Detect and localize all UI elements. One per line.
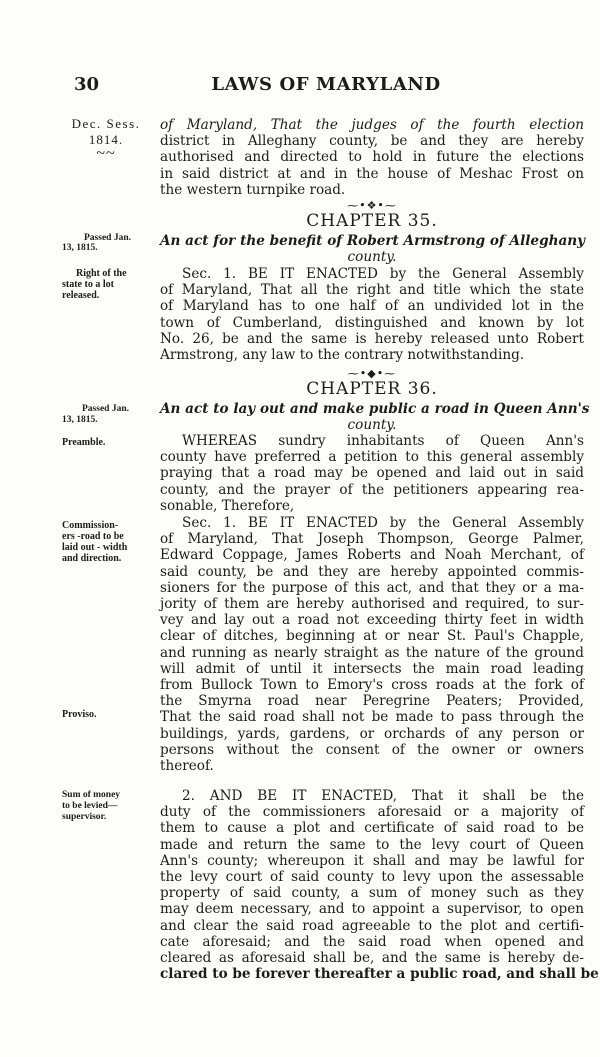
chapter-36-passed-note: Passed Jan. 13, 1815. (62, 404, 129, 425)
text-line: district in Alleghany county, be and they are hereby (160, 133, 584, 150)
intro-paragraph (160, 117, 584, 198)
chapter-35-heading: CHAPTER 35. (306, 211, 438, 231)
chapter-35-section-1: Sec. 1. BE IT ENACTED by the General Assembly of Maryland, That all the right and title which the state of Maryland has to one half of an undivided lot in the town of Cumberland, distinguished and known by lot No. 26, be and the same is hereby released unto Robert Armstrong, any law to the contrary notwithstanding. (160, 266, 584, 364)
session-line-1: Dec. Sess. (71, 116, 141, 131)
session-line-2: 1814. (88, 132, 124, 147)
ornament-divider-1: ⁓•❖•⁓ (347, 199, 397, 212)
chapter-36-heading: CHAPTER 36. (306, 379, 438, 399)
ornament-divider-2: ⁓•◆•⁓ (347, 367, 397, 380)
page-number: 30 (74, 74, 100, 95)
text-line: in said district at and in the house of Meshac Frost on (160, 165, 584, 182)
chapter-35-passed-note: Passed Jan. 13, 1815. (62, 233, 131, 253)
commissioners-margin-note: Commission- ers -road to be laid out - width and direction. (62, 520, 128, 564)
proviso-label: Proviso. (62, 709, 97, 720)
text-line: the western turnpike road. (160, 181, 346, 198)
sum-of-money-margin-note: Sum of money to be levied— supervisor. (62, 790, 121, 822)
session-flourish: ~~ (96, 145, 116, 162)
text-line: authorised and directed to hold in future the elections (160, 149, 584, 166)
chapter-35-margin-note: Right of the state to a lot released. (62, 268, 127, 301)
page-header (74, 74, 578, 100)
chapter-36-section-2: 2. AND BE IT ENACTED, That it shall be the duty of the commissioners aforesaid or a majority of them to cause a plot and certificate of said road to be made and return the same to the levy court of Queen Ann's county; whereupon it shall and may be lawful for the levy court of said county to levy upon the assessable property of said county, a sum of money such as they may deem necessary, and to appoint a supervisor, to open and clear the said road agreeable to the plot and certifi- cate aforesaid; and the said road when opened and cleared as aforesaid shall be, and the same is hereby de- clared to be forever thereafter a public road, and shall be (160, 788, 599, 983)
chapter-36-section-1: Sec. 1. BE IT ENACTED by the General Assembly of Maryland, That Joseph Thompson, George Palmer, Edward Coppage, James Roberts and Noah Merchant, of said county, be and they are hereby appointed commis- sioners for the purpose of this act, and that they or a ma- jority of them are hereby authorised and required, to sur- vey and lay out a road not exceeding thirty feet in width clear of ditches, beginning at or near St. Paul's Chapple, and running as nearly straight as the nature of the ground will admit of until it intersects the main road leading from Bullock Town to Emory's cross roads at the fork of the Smyrna road near Peregrine Peaters; Provided, That the said road shall not be made to pass through the buildings, yards, gardens, or orchards of any person or persons without the consent of the owner or owners thereof. (160, 515, 584, 775)
session-note (58, 116, 154, 160)
chapter-36-title: An act to lay out and make public a road in Queen Ann's county. (160, 401, 590, 434)
text-line: of Maryland, That the judges of the fourth election (160, 117, 584, 133)
preamble-label: Preamble. (62, 437, 106, 448)
chapter-36-preamble: WHEREAS sundry inhabitants of Queen Ann's county have preferred a petition to this general assembly praying that a road may be opened and laid out in said county, and the prayer of the petitioners appearing rea- sonable, Therefore, (160, 433, 584, 514)
running-head: LAWS OF MARYLAND (211, 74, 441, 95)
chapter-35-title: An act for the benefit of Robert Armstrong of Alleghany county. (160, 233, 586, 266)
